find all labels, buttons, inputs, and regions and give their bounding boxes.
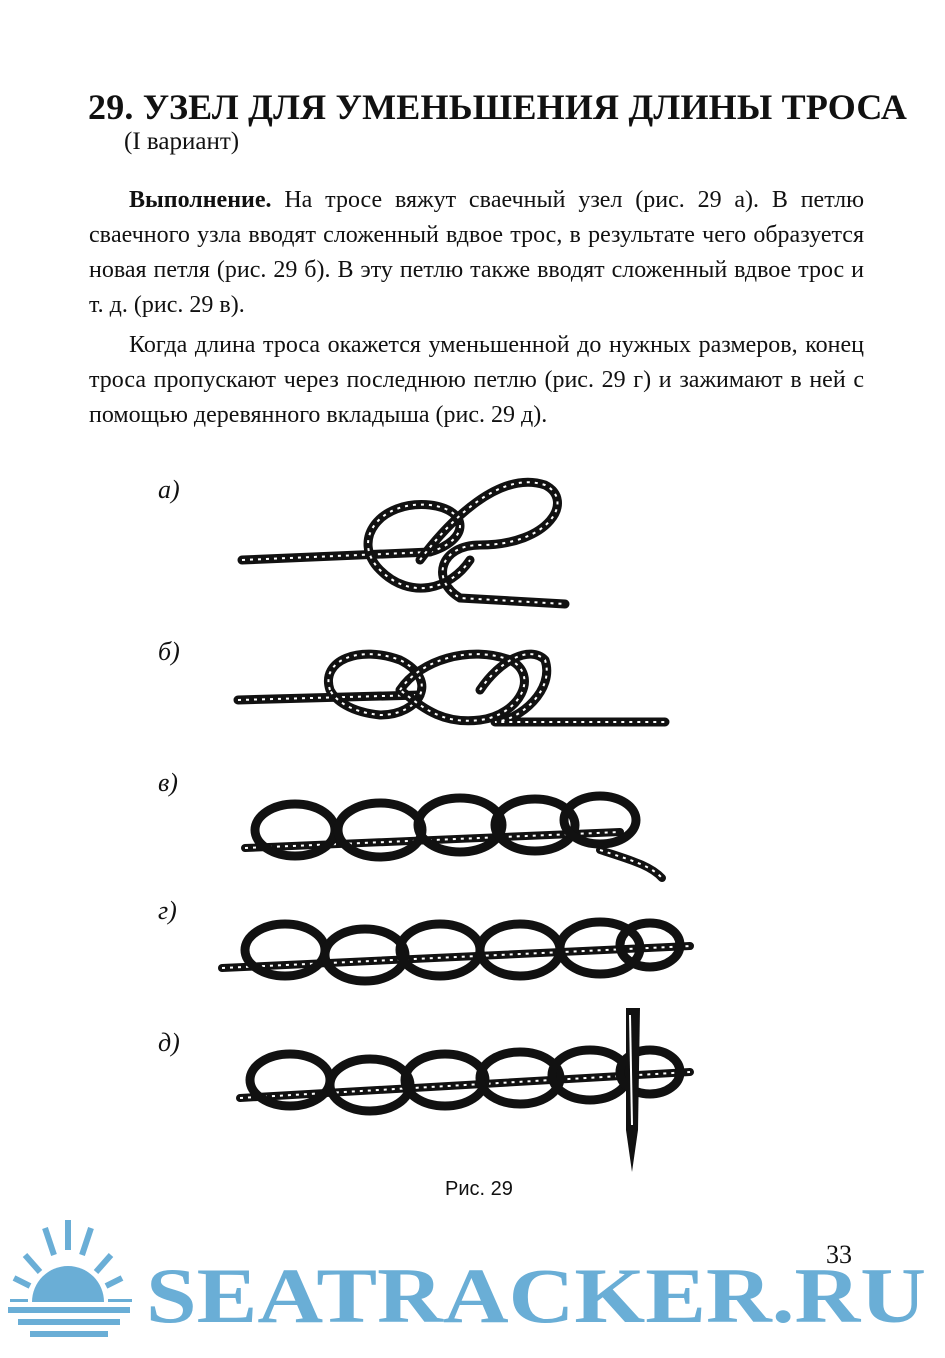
figure-a-drawing [242,482,565,604]
figure-caption: Рис. 29 [445,1178,513,1200]
paragraph-1-text: На тросе вяжут свaечный узел (рис. 29 а). В петлю свaечного узла вводят сложенный вдвое трос, в результате чего образуется новая петля (рис. 29 б). В эту петлю также вводят сложенный вдвое трос и т. д. (рис. 29 в). [89,187,864,318]
seatracker-watermark [0,1210,945,1358]
figure-label-d: д) [158,1028,180,1057]
figure-g-drawing [222,922,690,981]
page-title: 29. УЗЕЛ ДЛЯ УМЕНЬШЕНИЯ ДЛИНЫ ТРОСА [88,87,908,127]
figure-label-v: в) [158,768,178,797]
figure-label-g: г) [158,896,177,925]
figure-v-drawing [245,796,662,878]
paragraph-lead: Выполнение. [129,187,272,213]
watermark-text: SEATRACKER.RU [146,1252,927,1339]
sun-icon [0,1220,140,1358]
figure-b-drawing [238,654,665,722]
paragraph-2-text: Когда длина троса окажется уменьшенной до нужных размеров, конец троса пропускают через последнюю петлю (рис. 29 г) и зажимают в ней с помощью деревянного вкладыша (рис. 29 д). [89,332,864,428]
page-number: 33 [826,1240,852,1269]
page-subtitle: (I вариант) [124,128,240,155]
wooden-toggle-icon [626,1008,640,1172]
figure-label-b: б) [158,637,180,666]
figure-label-a: а) [158,475,180,504]
figure-d-drawing [240,1008,690,1172]
